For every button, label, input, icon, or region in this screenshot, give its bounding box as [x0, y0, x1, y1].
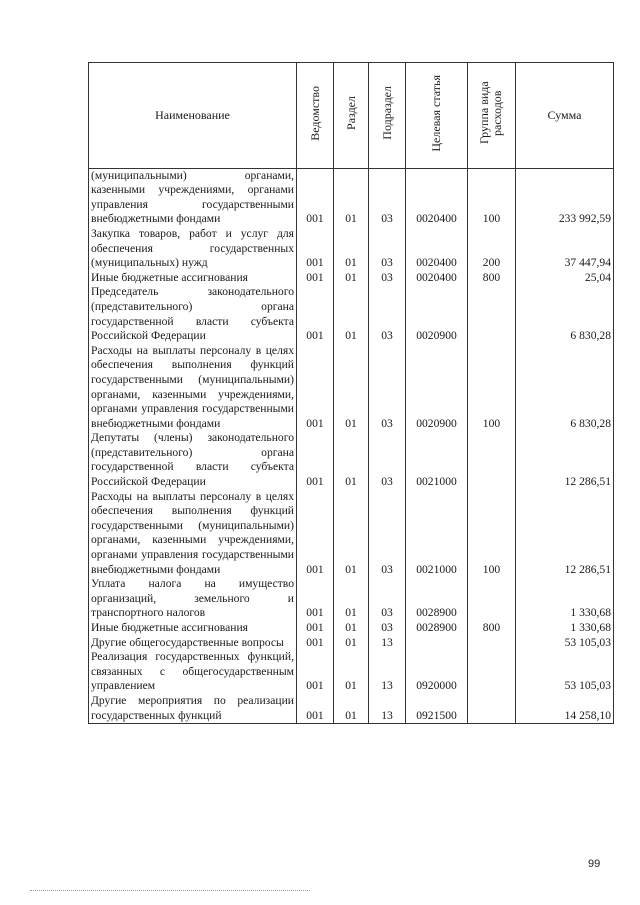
cell-cel: 0921500	[406, 694, 468, 724]
table-row	[89, 431, 614, 489]
header-sum: Сумма	[516, 63, 614, 169]
cell-podr: 03	[369, 168, 406, 227]
header-podr: Подраздел	[379, 86, 394, 140]
cell-razd: 01	[334, 168, 369, 227]
cell-name: Расходы на выплаты персоналу в целях обеспечения выполнения функций государственными (муниципальными) органами, казенными учреждениями, органами управления государственными внебюджетными фондами	[89, 344, 297, 432]
cell-name: Иные бюджетные ассигнования	[89, 271, 297, 286]
table-row	[89, 168, 614, 227]
cell-sum: 233 992,59	[516, 168, 614, 227]
cell-ved: 001	[297, 227, 334, 271]
cell-podr: 03	[369, 271, 406, 286]
cell-podr: 03	[369, 344, 406, 432]
cell-razd: 01	[334, 577, 369, 621]
cell-grp	[468, 636, 516, 651]
cell-razd: 01	[334, 285, 369, 343]
cell-ved: 001	[297, 490, 334, 578]
cell-grp: 800	[468, 271, 516, 286]
cell-sum: 25,04	[516, 271, 614, 286]
cell-name: Иные бюджетные ассигнования	[89, 621, 297, 636]
header-razd: Раздел	[343, 96, 358, 130]
cell-cel: 0028900	[406, 577, 468, 621]
cell-ved: 001	[297, 168, 334, 227]
cell-grp: 100	[468, 168, 516, 227]
cell-razd: 01	[334, 344, 369, 432]
header-razd-cell	[334, 63, 369, 169]
table-row	[89, 694, 614, 724]
cell-cel: 0028900	[406, 621, 468, 636]
cell-razd: 01	[334, 694, 369, 724]
cell-name: Уплата налога на имущество организаций, земельного и транспортного налогов	[89, 577, 297, 621]
header-grp-cell	[468, 63, 516, 169]
cell-cel: 0920000	[406, 650, 468, 694]
cell-cel: 0020900	[406, 285, 468, 343]
cell-sum: 6 830,28	[516, 285, 614, 343]
cell-name: Депутаты (члены) законодательного (представительного) органа государственной власти субъекта Российской Федерации	[89, 431, 297, 489]
cell-podr: 03	[369, 285, 406, 343]
cell-podr: 03	[369, 577, 406, 621]
cell-sum: 1 330,68	[516, 577, 614, 621]
cell-razd: 01	[334, 490, 369, 578]
budget-table	[88, 62, 614, 724]
table-header	[89, 63, 614, 169]
cell-name: Председатель законодательного (представительного) органа государственной власти субъекта Российской Федерации	[89, 285, 297, 343]
cell-sum: 6 830,28	[516, 344, 614, 432]
header-cel: Целевая статья	[429, 74, 443, 152]
table-row	[89, 227, 614, 271]
cell-grp	[468, 650, 516, 694]
footer-rule	[30, 890, 310, 891]
cell-sum: 1 330,68	[516, 621, 614, 636]
cell-grp: 800	[468, 621, 516, 636]
cell-cel	[406, 636, 468, 651]
table-row	[89, 621, 614, 636]
cell-cel: 0021000	[406, 490, 468, 578]
header-ved: Ведомство	[307, 85, 322, 141]
cell-podr: 03	[369, 431, 406, 489]
cell-ved: 001	[297, 650, 334, 694]
cell-name: (муниципальными) органами, казенными учреждениями, органами управления государственными внебюджетными фондами	[89, 168, 297, 227]
cell-ved: 001	[297, 285, 334, 343]
page-number: 99	[588, 858, 601, 870]
cell-grp: 100	[468, 344, 516, 432]
header-podr-cell	[369, 63, 406, 169]
cell-cel: 0020400	[406, 227, 468, 271]
cell-podr: 03	[369, 227, 406, 271]
cell-name: Закупка товаров, работ и услуг для обеспечения государственных (муниципальных) нужд	[89, 227, 297, 271]
cell-ved: 001	[297, 636, 334, 651]
cell-ved: 001	[297, 431, 334, 489]
cell-grp	[468, 694, 516, 724]
cell-grp: 200	[468, 227, 516, 271]
table-row	[89, 490, 614, 578]
cell-sum: 14 258,10	[516, 694, 614, 724]
cell-podr: 03	[369, 490, 406, 578]
header-cel-cell	[406, 63, 468, 169]
table-row	[89, 577, 614, 621]
cell-ved: 001	[297, 577, 334, 621]
cell-podr: 03	[369, 621, 406, 636]
cell-razd: 01	[334, 621, 369, 636]
cell-grp	[468, 577, 516, 621]
cell-cel: 0020900	[406, 344, 468, 432]
cell-ved: 001	[297, 694, 334, 724]
table-row	[89, 636, 614, 651]
cell-cel: 0020400	[406, 168, 468, 227]
header-ved-cell	[297, 63, 334, 169]
cell-ved: 001	[297, 621, 334, 636]
cell-ved: 001	[297, 271, 334, 286]
cell-ved: 001	[297, 344, 334, 432]
cell-razd: 01	[334, 636, 369, 651]
cell-grp: 100	[468, 490, 516, 578]
cell-sum: 37 447,94	[516, 227, 614, 271]
cell-sum: 53 105,03	[516, 650, 614, 694]
cell-grp	[468, 431, 516, 489]
cell-razd: 01	[334, 227, 369, 271]
cell-sum: 12 286,51	[516, 490, 614, 578]
header-grp: Группа вида расходов	[476, 81, 504, 145]
cell-razd: 01	[334, 431, 369, 489]
cell-name: Реализация государственных функций, связанных с общегосударственным управлением	[89, 650, 297, 694]
cell-razd: 01	[334, 650, 369, 694]
table-row	[89, 344, 614, 432]
cell-cel: 0020400	[406, 271, 468, 286]
header-name: Наименование	[89, 63, 297, 169]
cell-podr: 13	[369, 636, 406, 651]
cell-name: Другие мероприятия по реализации государственных функций	[89, 694, 297, 724]
cell-name: Расходы на выплаты персоналу в целях обеспечения выполнения функций государственными (муниципальными) органами, казенными учреждениями, органами управления государственными внебюджетными фондами	[89, 490, 297, 578]
table-row	[89, 271, 614, 286]
cell-podr: 13	[369, 650, 406, 694]
cell-sum: 12 286,51	[516, 431, 614, 489]
cell-sum: 53 105,03	[516, 636, 614, 651]
cell-cel: 0021000	[406, 431, 468, 489]
table-body	[89, 168, 614, 724]
cell-razd: 01	[334, 271, 369, 286]
table-row	[89, 285, 614, 343]
cell-grp	[468, 285, 516, 343]
cell-name: Другие общегосударственные вопросы	[89, 636, 297, 651]
table-row	[89, 650, 614, 694]
cell-podr: 13	[369, 694, 406, 724]
